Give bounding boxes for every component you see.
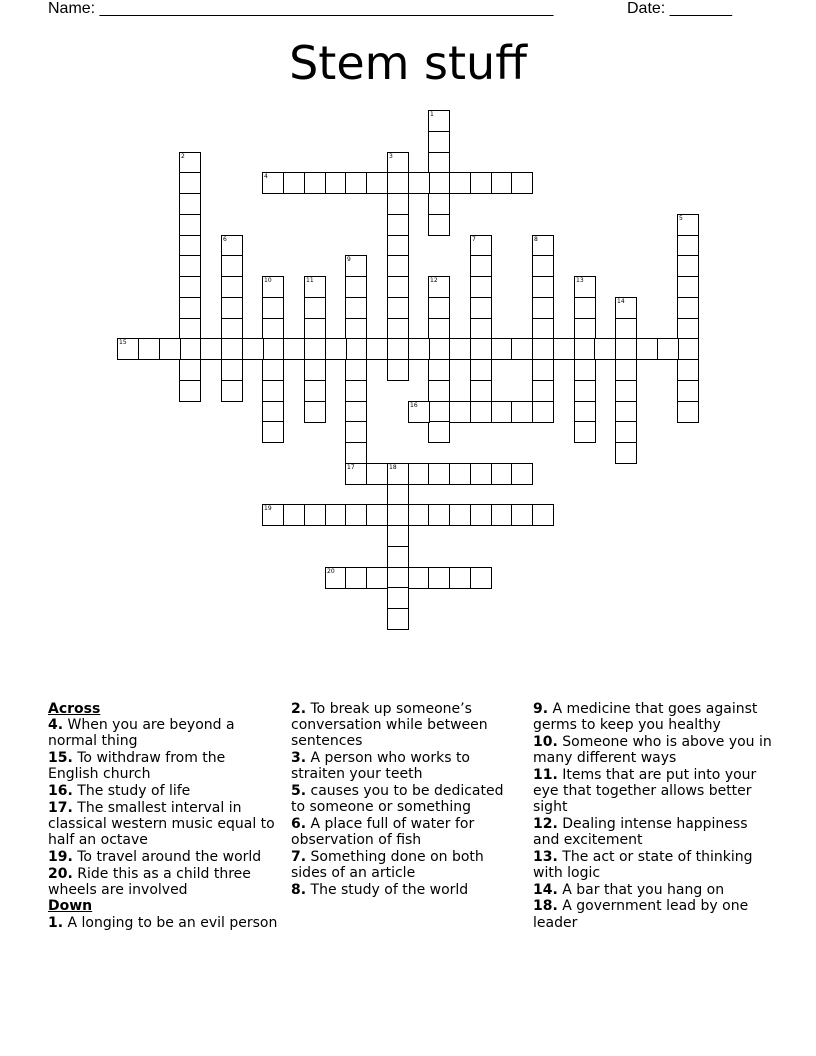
grid-cell[interactable] bbox=[532, 338, 554, 360]
grid-cell[interactable] bbox=[221, 276, 243, 298]
grid-cell[interactable] bbox=[594, 338, 616, 360]
clue-item-text: Dealing intense happiness and excitement bbox=[533, 815, 748, 849]
clue-item bbox=[48, 717, 278, 749]
grid-cell[interactable] bbox=[449, 504, 471, 526]
grid-cell[interactable] bbox=[657, 338, 679, 360]
grid-cell[interactable] bbox=[304, 318, 326, 340]
grid-cell[interactable] bbox=[345, 172, 367, 194]
clue-number: 10 bbox=[264, 277, 272, 284]
grid-cell[interactable] bbox=[428, 297, 450, 319]
clue-item-number: 3. bbox=[291, 750, 307, 767]
clue-item-number: 9. bbox=[533, 701, 549, 717]
grid-cell[interactable] bbox=[304, 359, 326, 381]
clue-item-number: 17. bbox=[48, 799, 73, 816]
grid-cell[interactable] bbox=[428, 193, 450, 215]
grid-cell[interactable] bbox=[532, 235, 554, 257]
grid-cell[interactable] bbox=[387, 525, 409, 547]
clue-number: 6 bbox=[223, 236, 227, 243]
clue-item bbox=[291, 816, 521, 848]
clue-item-text: A longing to be an evil person bbox=[63, 914, 278, 931]
grid-cell[interactable] bbox=[428, 359, 450, 381]
grid-cell[interactable] bbox=[262, 380, 284, 402]
grid-cell[interactable] bbox=[283, 338, 305, 360]
grid-cell[interactable] bbox=[408, 504, 430, 526]
grid-cell[interactable] bbox=[304, 401, 326, 423]
clue-item-text: A medicine that goes against germs to keep you healthy bbox=[533, 701, 758, 734]
grid-cell[interactable] bbox=[428, 131, 450, 153]
grid-cell[interactable] bbox=[408, 463, 430, 485]
grid-cell[interactable] bbox=[345, 463, 367, 485]
clue-item bbox=[533, 734, 773, 766]
grid-cell[interactable] bbox=[179, 235, 201, 257]
grid-cell[interactable] bbox=[428, 152, 450, 174]
clue-item-text: To travel around the world bbox=[72, 848, 262, 865]
grid-cell[interactable] bbox=[387, 235, 409, 257]
grid-cell[interactable] bbox=[574, 380, 596, 402]
name-field[interactable]: Name: ___________________________________________________ bbox=[48, 0, 554, 17]
grid-cell[interactable] bbox=[345, 380, 367, 402]
clue-item bbox=[533, 849, 773, 881]
grid-cell[interactable] bbox=[262, 172, 284, 194]
clue-item-text: When you are beyond a normal thing bbox=[48, 717, 235, 750]
grid-cell[interactable] bbox=[615, 421, 637, 443]
grid-cell[interactable] bbox=[677, 255, 699, 277]
grid-cell[interactable] bbox=[159, 338, 181, 360]
grid-cell[interactable] bbox=[574, 338, 596, 360]
grid-cell[interactable] bbox=[491, 504, 513, 526]
grid-cell[interactable] bbox=[304, 504, 326, 526]
grid-cell[interactable] bbox=[449, 401, 471, 423]
grid-cell[interactable] bbox=[262, 297, 284, 319]
grid-cell[interactable] bbox=[179, 276, 201, 298]
grid-cell[interactable] bbox=[553, 338, 575, 360]
grid-cell[interactable] bbox=[532, 276, 554, 298]
clue-item-text: A bar that you hang on bbox=[557, 881, 725, 898]
across-heading: Across bbox=[48, 701, 101, 717]
grid-cell[interactable] bbox=[428, 504, 450, 526]
grid-cell[interactable] bbox=[532, 380, 554, 402]
clue-item-number: 12. bbox=[533, 815, 558, 832]
grid-cell[interactable] bbox=[345, 338, 367, 360]
grid-cell[interactable] bbox=[615, 359, 637, 381]
grid-cell[interactable] bbox=[532, 359, 554, 381]
grid-cell[interactable] bbox=[532, 297, 554, 319]
grid-cell[interactable] bbox=[615, 401, 637, 423]
grid-cell[interactable] bbox=[345, 297, 367, 319]
grid-cell[interactable] bbox=[532, 504, 554, 526]
grid-cell[interactable] bbox=[345, 318, 367, 340]
grid-cell[interactable] bbox=[449, 463, 471, 485]
grid-cell[interactable] bbox=[117, 338, 139, 360]
grid-cell[interactable] bbox=[428, 110, 450, 132]
clue-number: 9 bbox=[347, 256, 351, 263]
clue-number: 5 bbox=[679, 215, 683, 222]
grid-cell[interactable] bbox=[262, 359, 284, 381]
grid-cell[interactable] bbox=[428, 214, 450, 236]
grid-cell[interactable] bbox=[345, 504, 367, 526]
clue-number: 1 bbox=[430, 111, 434, 118]
clue-item bbox=[291, 882, 521, 898]
clue-number: 20 bbox=[327, 568, 335, 575]
grid-cell[interactable] bbox=[408, 172, 430, 194]
clue-item-number: 5. bbox=[291, 783, 307, 800]
grid-cell[interactable] bbox=[304, 172, 326, 194]
grid-cell[interactable] bbox=[262, 401, 284, 423]
clue-item bbox=[291, 750, 521, 782]
clue-item-text: To break up someone’s conversation while between sentences bbox=[291, 701, 488, 750]
clue-number: 2 bbox=[181, 153, 185, 160]
clue-item-number: 11. bbox=[533, 766, 558, 783]
grid-cell[interactable] bbox=[574, 421, 596, 443]
grid-cell[interactable] bbox=[387, 193, 409, 215]
clue-item-number: 4. bbox=[48, 717, 64, 734]
clue-number: 13 bbox=[576, 277, 584, 284]
clue-item-text: Someone who is above you in many different ways bbox=[533, 733, 772, 767]
grid-cell[interactable] bbox=[345, 401, 367, 423]
grid-cell[interactable] bbox=[221, 235, 243, 257]
grid-cell[interactable] bbox=[574, 401, 596, 423]
clue-item bbox=[48, 849, 278, 865]
grid-cell[interactable] bbox=[179, 318, 201, 340]
clue-number: 15 bbox=[119, 339, 127, 346]
clue-item-number: 19. bbox=[48, 848, 73, 865]
clue-item-text: Something done on both sides of an article bbox=[291, 848, 484, 882]
grid-cell[interactable] bbox=[470, 504, 492, 526]
grid-cell[interactable] bbox=[491, 172, 513, 194]
grid-cell[interactable] bbox=[325, 567, 347, 589]
grid-cell[interactable] bbox=[428, 567, 450, 589]
grid-cell[interactable] bbox=[470, 318, 492, 340]
grid-cell[interactable] bbox=[615, 338, 637, 360]
clue-number: 11 bbox=[306, 277, 314, 284]
grid-cell[interactable] bbox=[179, 255, 201, 277]
grid-cell[interactable] bbox=[491, 463, 513, 485]
down-heading: Down bbox=[48, 898, 93, 915]
grid-cell[interactable] bbox=[387, 255, 409, 277]
grid-cell[interactable] bbox=[449, 172, 471, 194]
clue-item bbox=[533, 701, 773, 733]
clue-item-number: 1. bbox=[48, 914, 64, 931]
grid-cell[interactable] bbox=[470, 567, 492, 589]
grid-cell[interactable] bbox=[408, 338, 430, 360]
clue-item bbox=[291, 701, 521, 750]
grid-cell[interactable] bbox=[491, 338, 513, 360]
clue-item bbox=[48, 800, 278, 849]
clue-item bbox=[291, 783, 521, 815]
down-clues-start bbox=[48, 915, 278, 931]
grid-cell[interactable] bbox=[677, 318, 699, 340]
grid-cell[interactable] bbox=[262, 276, 284, 298]
grid-cell[interactable] bbox=[345, 442, 367, 464]
grid-cell[interactable] bbox=[615, 297, 637, 319]
grid-cell[interactable] bbox=[221, 318, 243, 340]
grid-cell[interactable] bbox=[470, 380, 492, 402]
grid-cell[interactable] bbox=[615, 380, 637, 402]
grid-cell[interactable] bbox=[677, 276, 699, 298]
clue-item bbox=[533, 898, 773, 930]
grid-cell[interactable] bbox=[387, 504, 409, 526]
grid-cell[interactable] bbox=[470, 235, 492, 257]
clue-number: 19 bbox=[264, 505, 272, 512]
grid-cell[interactable] bbox=[428, 380, 450, 402]
grid-cell[interactable] bbox=[428, 463, 450, 485]
clue-item-number: 20. bbox=[48, 865, 73, 882]
clue-column-1 bbox=[48, 701, 278, 931]
grid-cell[interactable] bbox=[387, 463, 409, 485]
clue-item-text: The study of the world bbox=[306, 881, 469, 898]
grid-cell[interactable] bbox=[470, 401, 492, 423]
clue-item-text: Ride this as a child three wheels are involved bbox=[48, 865, 251, 898]
grid-cell[interactable] bbox=[304, 276, 326, 298]
grid-cell[interactable] bbox=[677, 401, 699, 423]
grid-cell[interactable] bbox=[325, 504, 347, 526]
clue-item-number: 8. bbox=[291, 881, 307, 898]
across-clues bbox=[48, 717, 278, 898]
clue-number: 16 bbox=[410, 402, 418, 409]
grid-cell[interactable] bbox=[449, 567, 471, 589]
grid-cell[interactable] bbox=[428, 172, 450, 194]
grid-cell[interactable] bbox=[511, 172, 533, 194]
grid-cell[interactable] bbox=[387, 276, 409, 298]
clue-number: 7 bbox=[472, 236, 476, 243]
grid-cell[interactable] bbox=[574, 297, 596, 319]
grid-cell[interactable] bbox=[511, 463, 533, 485]
page-title: Stem stuff bbox=[289, 36, 527, 90]
clue-item bbox=[533, 767, 773, 816]
clue-item bbox=[291, 849, 521, 881]
clue-number: 12 bbox=[430, 277, 438, 284]
clue-number: 18 bbox=[389, 464, 397, 471]
grid-cell[interactable] bbox=[511, 338, 533, 360]
grid-cell[interactable] bbox=[179, 193, 201, 215]
grid-cell[interactable] bbox=[636, 338, 658, 360]
grid-cell[interactable] bbox=[345, 276, 367, 298]
grid-cell[interactable] bbox=[262, 318, 284, 340]
grid-cell[interactable] bbox=[179, 214, 201, 236]
grid-cell[interactable] bbox=[283, 172, 305, 194]
grid-cell[interactable] bbox=[387, 546, 409, 568]
clue-item-number: 7. bbox=[291, 848, 307, 865]
clue-number: 8 bbox=[534, 236, 538, 243]
grid-cell[interactable] bbox=[138, 338, 160, 360]
clue-number: 3 bbox=[389, 153, 393, 160]
down-clues-middle bbox=[291, 701, 521, 898]
grid-cell[interactable] bbox=[304, 338, 326, 360]
grid-cell[interactable] bbox=[179, 380, 201, 402]
grid-cell[interactable] bbox=[366, 463, 388, 485]
grid-cell[interactable] bbox=[242, 338, 264, 360]
grid-cell[interactable] bbox=[470, 172, 492, 194]
clue-item bbox=[48, 866, 278, 898]
clue-item-number: 14. bbox=[533, 881, 558, 898]
grid-cell[interactable] bbox=[325, 172, 347, 194]
grid-cell[interactable] bbox=[179, 359, 201, 381]
grid-cell[interactable] bbox=[470, 463, 492, 485]
grid-cell[interactable] bbox=[677, 297, 699, 319]
grid-cell[interactable] bbox=[574, 318, 596, 340]
grid-cell[interactable] bbox=[408, 401, 430, 423]
clue-item-text: Items that are put into your eye that together allows better sight bbox=[533, 766, 757, 816]
grid-cell[interactable] bbox=[221, 380, 243, 402]
clue-item-text: To withdraw from the English church bbox=[48, 750, 226, 783]
grid-cell[interactable] bbox=[387, 587, 409, 609]
grid-cell[interactable] bbox=[345, 359, 367, 381]
grid-cell[interactable] bbox=[304, 380, 326, 402]
date-field[interactable]: Date: _______ bbox=[627, 0, 732, 17]
grid-cell[interactable] bbox=[179, 172, 201, 194]
clue-item-number: 13. bbox=[533, 848, 558, 865]
grid-cell[interactable] bbox=[615, 442, 637, 464]
clue-item bbox=[533, 882, 773, 898]
grid-cell[interactable] bbox=[387, 318, 409, 340]
grid-cell[interactable] bbox=[470, 255, 492, 277]
clue-number: 14 bbox=[617, 298, 625, 305]
clue-item-number: 10. bbox=[533, 733, 558, 750]
grid-cell[interactable] bbox=[491, 401, 513, 423]
grid-cell[interactable] bbox=[532, 401, 554, 423]
grid-cell[interactable] bbox=[387, 297, 409, 319]
grid-cell[interactable] bbox=[574, 359, 596, 381]
grid-cell[interactable] bbox=[387, 608, 409, 630]
grid-cell[interactable] bbox=[677, 359, 699, 381]
grid-cell[interactable] bbox=[366, 504, 388, 526]
grid-cell[interactable] bbox=[511, 504, 533, 526]
grid-cell[interactable] bbox=[677, 214, 699, 236]
grid-cell[interactable] bbox=[428, 338, 450, 360]
clue-item-text: A place full of water for observation of fish bbox=[291, 815, 475, 849]
clue-column-2 bbox=[291, 701, 521, 898]
grid-cell[interactable] bbox=[262, 338, 284, 360]
grid-cell[interactable] bbox=[428, 401, 450, 423]
grid-cell[interactable] bbox=[387, 338, 409, 360]
clue-item-text: The smallest interval in classical western music equal to half an octave bbox=[48, 799, 275, 849]
grid-cell[interactable] bbox=[179, 297, 201, 319]
grid-cell[interactable] bbox=[387, 172, 409, 194]
grid-cell[interactable] bbox=[262, 504, 284, 526]
down-clues-end bbox=[533, 701, 773, 931]
grid-cell[interactable] bbox=[179, 338, 201, 360]
grid-cell[interactable] bbox=[449, 338, 471, 360]
grid-cell[interactable] bbox=[387, 359, 409, 381]
clue-item-number: 2. bbox=[291, 701, 307, 717]
clue-number: 4 bbox=[264, 173, 268, 180]
grid-cell[interactable] bbox=[221, 359, 243, 381]
grid-cell[interactable] bbox=[532, 255, 554, 277]
grid-cell[interactable] bbox=[428, 318, 450, 340]
clue-item-number: 6. bbox=[291, 815, 307, 832]
grid-cell[interactable] bbox=[387, 214, 409, 236]
grid-cell[interactable] bbox=[428, 421, 450, 443]
grid-cell[interactable] bbox=[387, 567, 409, 589]
clue-item-number: 16. bbox=[48, 783, 73, 800]
grid-cell[interactable] bbox=[387, 152, 409, 174]
grid-cell[interactable] bbox=[366, 172, 388, 194]
clue-item bbox=[48, 750, 278, 782]
clue-item-number: 15. bbox=[48, 750, 73, 767]
clue-item-text: A government lead by one leader bbox=[533, 898, 749, 931]
grid-cell[interactable] bbox=[345, 421, 367, 443]
grid-cell[interactable] bbox=[262, 421, 284, 443]
grid-cell[interactable] bbox=[615, 318, 637, 340]
clue-item bbox=[48, 915, 278, 931]
grid-cell[interactable] bbox=[470, 297, 492, 319]
grid-cell[interactable] bbox=[221, 255, 243, 277]
grid-cell[interactable] bbox=[511, 401, 533, 423]
clue-item-text: A person who works to straiten your teeth bbox=[291, 750, 470, 783]
clue-column-3 bbox=[533, 701, 773, 931]
grid-cell[interactable] bbox=[470, 338, 492, 360]
grid-cell[interactable] bbox=[677, 380, 699, 402]
grid-cell[interactable] bbox=[283, 504, 305, 526]
grid-cell[interactable] bbox=[532, 318, 554, 340]
grid-cell[interactable] bbox=[221, 297, 243, 319]
grid-cell[interactable] bbox=[366, 338, 388, 360]
grid-cell[interactable] bbox=[366, 567, 388, 589]
grid-cell[interactable] bbox=[179, 152, 201, 174]
clue-item-text: The study of life bbox=[72, 783, 191, 800]
grid-cell[interactable] bbox=[470, 276, 492, 298]
grid-cell[interactable] bbox=[574, 276, 596, 298]
clue-item bbox=[533, 816, 773, 848]
grid-cell[interactable] bbox=[200, 338, 222, 360]
clue-item-text: The act or state of thinking with logic bbox=[533, 848, 753, 882]
grid-cell[interactable] bbox=[304, 297, 326, 319]
grid-cell[interactable] bbox=[387, 484, 409, 506]
grid-cell[interactable] bbox=[345, 255, 367, 277]
grid-cell[interactable] bbox=[677, 235, 699, 257]
grid-cell[interactable] bbox=[408, 567, 430, 589]
grid-cell[interactable] bbox=[345, 567, 367, 589]
grid-cell[interactable] bbox=[428, 276, 450, 298]
clue-item-number: 18. bbox=[533, 898, 558, 915]
grid-cell[interactable] bbox=[325, 338, 347, 360]
grid-cell[interactable] bbox=[470, 359, 492, 381]
clue-item bbox=[48, 783, 278, 799]
clue-item-text: causes you to be dedicated to someone or something bbox=[291, 783, 504, 816]
grid-cell[interactable] bbox=[677, 338, 699, 360]
clue-number: 17 bbox=[347, 464, 355, 471]
grid-cell[interactable] bbox=[221, 338, 243, 360]
